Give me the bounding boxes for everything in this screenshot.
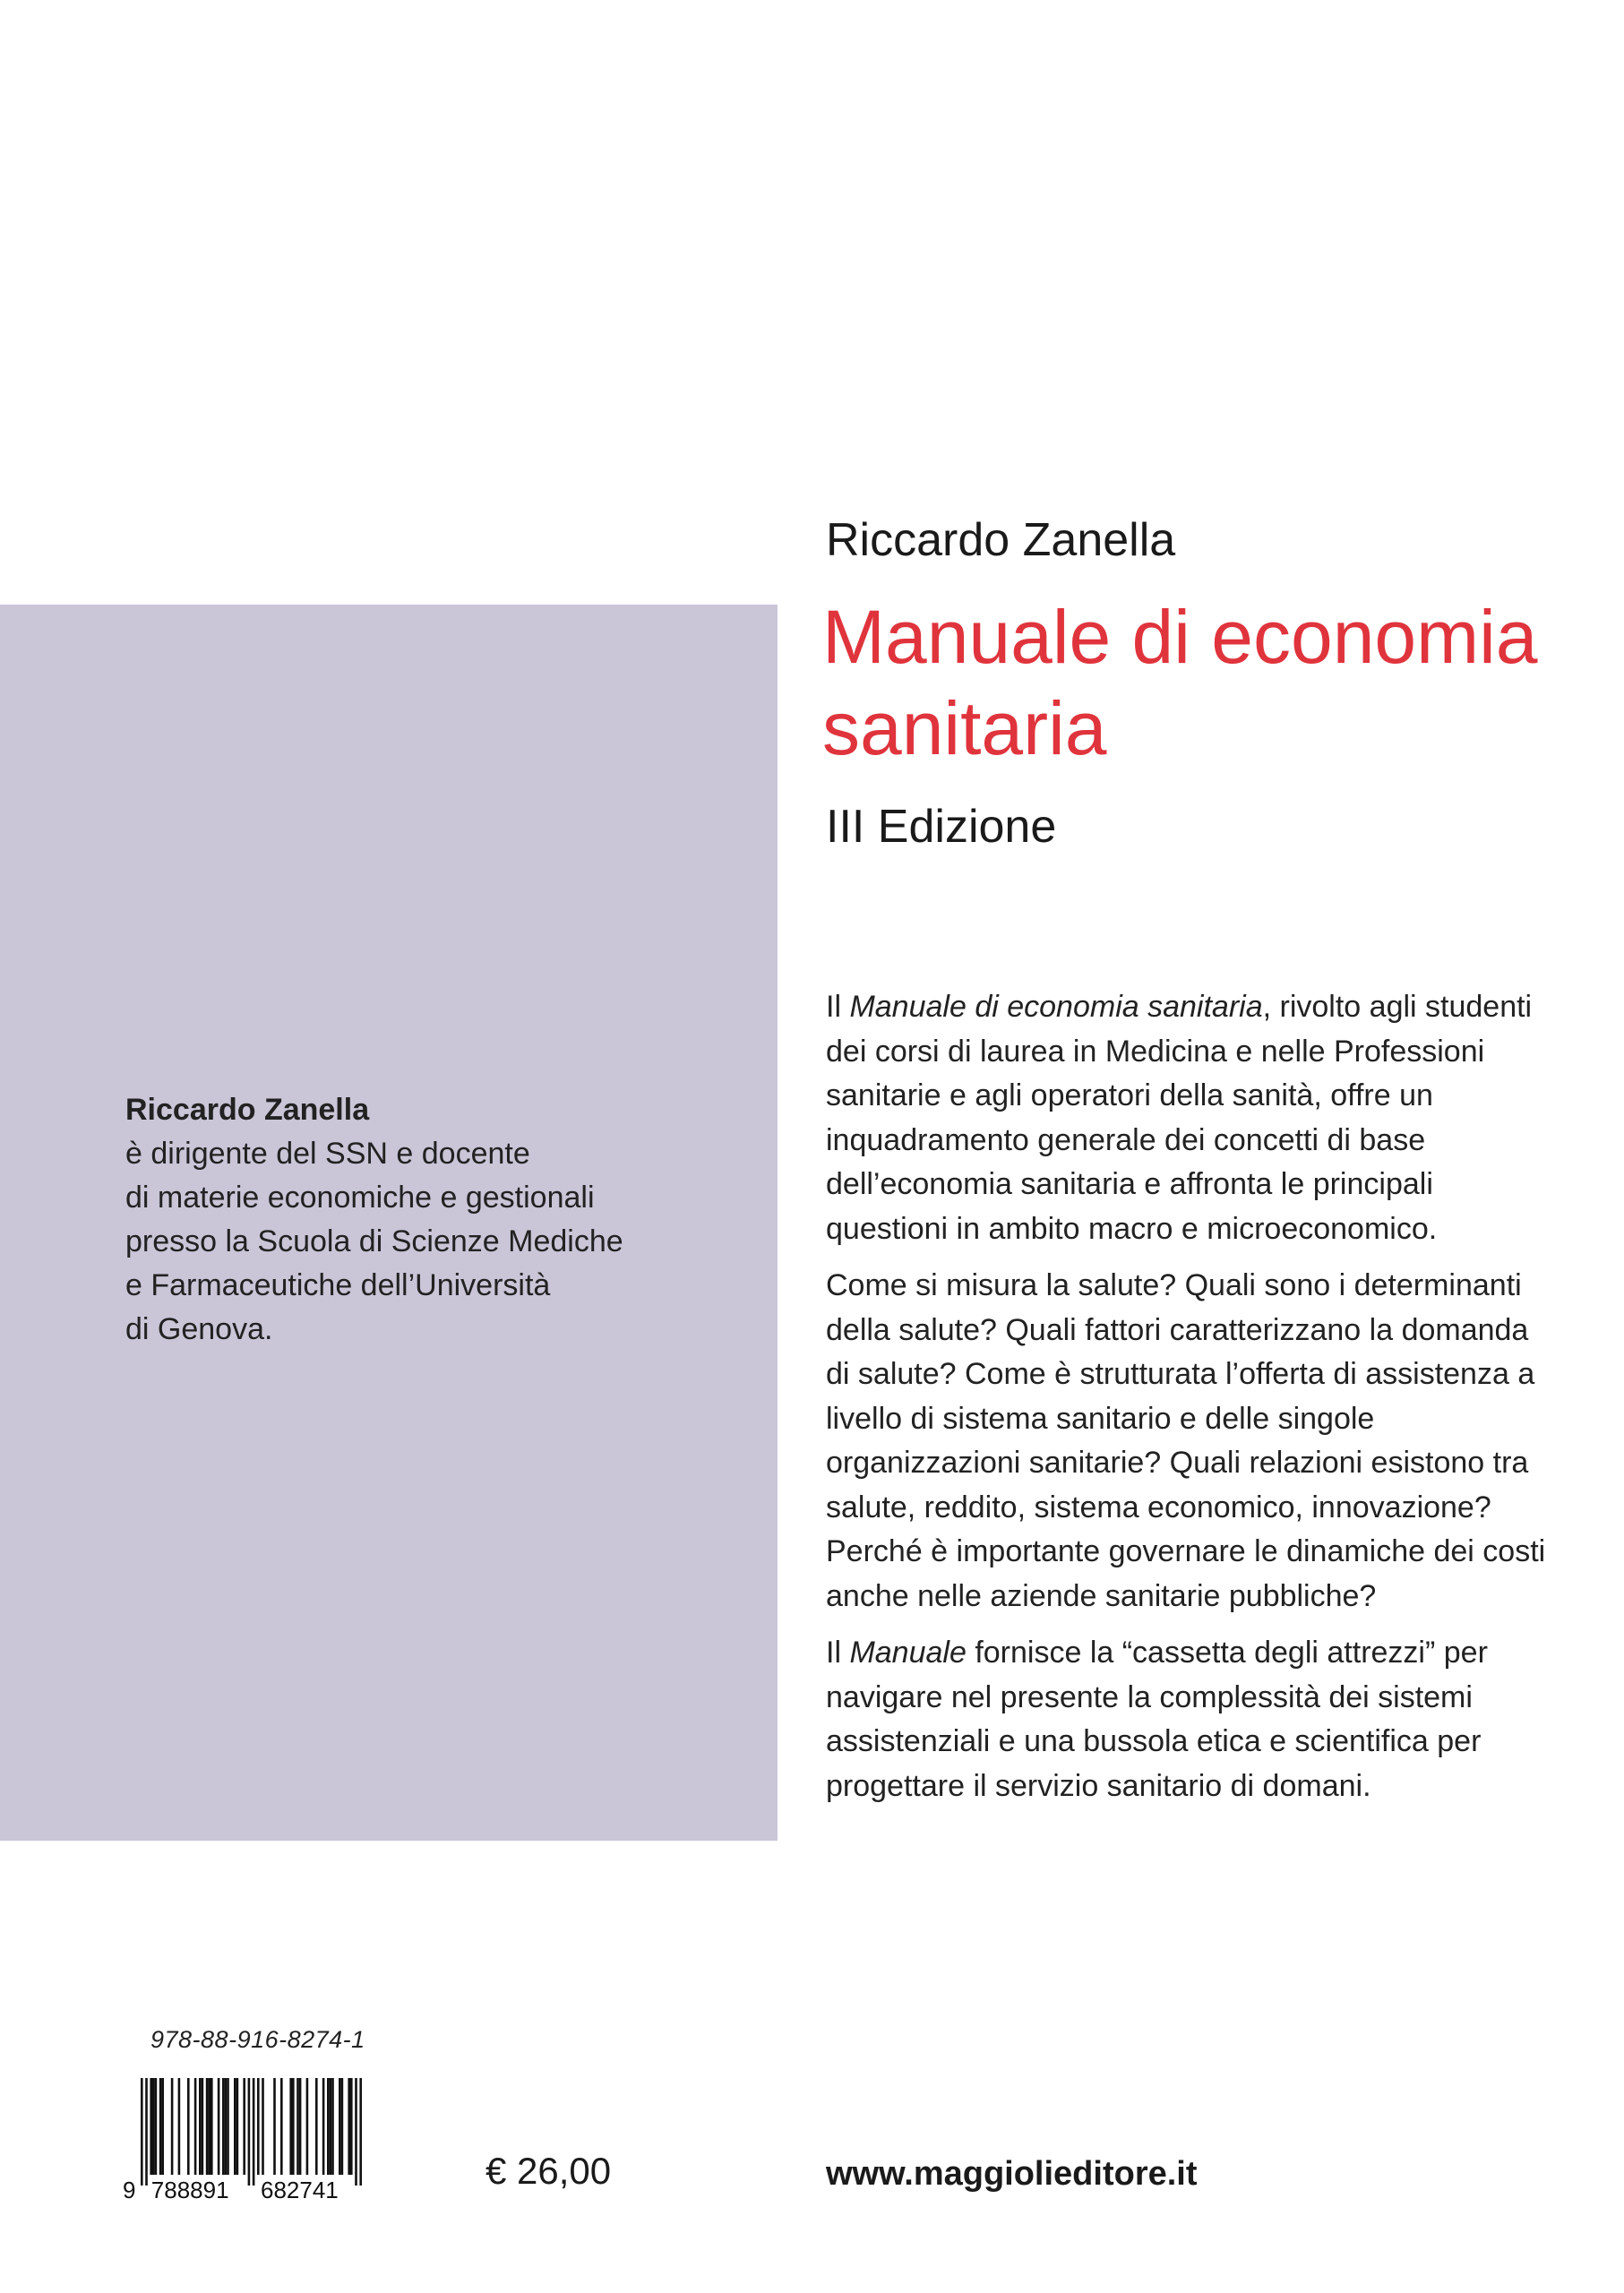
barcode-bar xyxy=(225,2078,228,2175)
barcode-bar xyxy=(339,2078,341,2175)
blurb-paragraph-1 xyxy=(826,985,1560,1251)
bio-line: e Farmaceutiche dell’Università xyxy=(125,1268,551,1302)
barcode-bar xyxy=(222,2078,225,2175)
barcode-bar xyxy=(234,2078,236,2175)
barcode xyxy=(121,2076,390,2202)
price: € 26,00 xyxy=(485,2150,612,2192)
barcode-bar xyxy=(211,2078,213,2175)
barcode-bar xyxy=(299,2078,302,2175)
barcode-bar xyxy=(145,2078,148,2186)
barcode-digits: 788891 xyxy=(150,2177,229,2202)
barcode-bar xyxy=(227,2078,229,2175)
book-title xyxy=(822,591,1593,774)
barcode-bar xyxy=(206,2078,209,2175)
book-title-line: Manuale di economia xyxy=(822,595,1538,679)
barcode-bar xyxy=(348,2078,350,2175)
barcode-bar xyxy=(178,2078,181,2175)
barcode-bar xyxy=(257,2078,260,2175)
blurb-italic-title: Manuale di economia sanitaria xyxy=(849,990,1263,1024)
barcode-bar xyxy=(208,2078,211,2175)
barcode-graphic xyxy=(121,2076,390,2202)
barcode-bar xyxy=(150,2078,152,2175)
barcode-bar xyxy=(199,2078,202,2175)
barcode-bar xyxy=(330,2078,332,2175)
bio-name: Riccardo Zanella xyxy=(125,1093,370,1127)
blurb-paragraph-3 xyxy=(826,1631,1560,1808)
barcode-bar xyxy=(327,2078,330,2175)
blurb-text: , rivolto agli studenti dei corsi di laurea in Medicina e nelle Professioni sanitarie e agli operatori della sanità, offre un inquadramento generale dei concetti di base dell’economia sanitaria e affronta le principali questioni in ambito macro e microeconomico. xyxy=(826,990,1533,1246)
barcode-bar xyxy=(202,2078,204,2175)
barcode-bar xyxy=(280,2078,283,2175)
bio-line: di Genova. xyxy=(125,1312,273,1346)
blurb-text: Il xyxy=(826,990,850,1024)
bio-line: presso la Scuola di Scienze Mediche xyxy=(125,1224,623,1258)
barcode-digits: 682741 xyxy=(261,2177,339,2202)
barcode-bar xyxy=(315,2078,318,2175)
blurb-text: fornisce la “cassetta degli attrezzi” per navigare nel presente la complessità dei sistemi assistenziali e una bussola etica e scientifica per progettare il servizio sanitario di domani. xyxy=(826,1636,1488,1803)
barcode-bar xyxy=(355,2078,357,2186)
barcode-bar xyxy=(141,2078,143,2186)
barcode-bar xyxy=(273,2078,276,2175)
barcode-bar xyxy=(248,2078,251,2186)
barcode-bar xyxy=(322,2078,325,2175)
barcode-bar xyxy=(152,2078,155,2175)
barcode-bar xyxy=(218,2078,220,2175)
barcode-bar xyxy=(171,2078,174,2175)
bio-line: di materie economiche e gestionali xyxy=(125,1181,595,1215)
barcode-bar xyxy=(236,2078,239,2175)
barcode-bar xyxy=(187,2078,190,2175)
barcode-bar xyxy=(159,2078,162,2175)
barcode-bar xyxy=(350,2078,353,2175)
barcode-bar xyxy=(292,2078,295,2175)
barcode-bar xyxy=(194,2078,197,2175)
barcode-bar xyxy=(155,2078,158,2175)
barcode-bar xyxy=(331,2078,334,2175)
barcode-bar xyxy=(262,2078,264,2175)
author-bio xyxy=(125,1088,752,1352)
blurb-italic-title: Manuale xyxy=(849,1636,967,1670)
bio-line: è dirigente del SSN e docente xyxy=(125,1137,530,1171)
book-title-line: sanitaria xyxy=(822,686,1107,770)
blurb xyxy=(826,985,1560,1821)
barcode-bar xyxy=(341,2078,344,2175)
author-name: Riccardo Zanella xyxy=(826,514,1176,566)
barcode-bar xyxy=(161,2078,164,2175)
edition-label: III Edizione xyxy=(826,801,1057,853)
isbn-number: 978-88-916-8274-1 xyxy=(150,2026,365,2053)
barcode-bar xyxy=(243,2078,245,2175)
barcode-digits: 9 xyxy=(123,2177,136,2202)
blurb-paragraph-2: Come si misura la salute? Quali sono i determinanti della salute? Quali fattori caratterizzano la domanda di salute? Come è strutturata l’offerta di assistenza a livello di sistema sanitario e delle singole organizzazioni sanitarie? Quali relazioni esistono tra salute, reddito, sistema economico, innovazione? Perché è importante governare le dinamiche dei costi anche nelle aziende sanitarie pubbliche? xyxy=(826,1268,1546,1613)
barcode-bar xyxy=(359,2078,362,2186)
barcode-bar xyxy=(289,2078,292,2175)
barcode-bar xyxy=(253,2078,255,2186)
barcode-bar xyxy=(296,2078,299,2175)
blurb-text: Il xyxy=(826,1636,850,1670)
barcode-bar xyxy=(306,2078,309,2175)
publisher-website[interactable]: www.maggiolieditore.it xyxy=(826,2155,1198,2193)
